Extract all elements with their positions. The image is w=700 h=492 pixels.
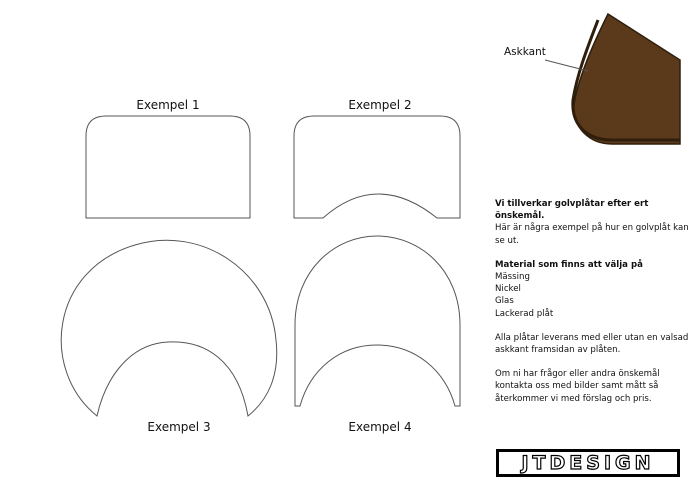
example-4-shape	[295, 236, 460, 406]
example-3-shape	[61, 240, 277, 416]
material-item: Nickel	[495, 284, 521, 295]
askkant-label: Askkant	[504, 46, 546, 58]
example-4-label: Exempel 4	[348, 420, 412, 434]
example-1-shape	[86, 116, 250, 218]
material-item: Lackerad plåt	[495, 308, 554, 319]
info-paragraph-contact: Om ni har frågor eller andra önskemål kontakta oss med bilder samt mått så återkommer vi med förslag och pris.	[495, 369, 660, 404]
jtdesign-logo	[496, 449, 680, 477]
material-item: Mässing	[495, 272, 530, 283]
example-3-label: Exempel 3	[147, 420, 211, 434]
logo-text: JTDESIGN	[521, 452, 655, 474]
info-text-block	[495, 198, 695, 405]
material-item: Glas	[495, 296, 514, 307]
info-intro: Här är några exempel på hur en golvplåt kan se ut.	[495, 223, 689, 246]
askkant-illustration	[574, 14, 680, 144]
example-2-shape	[294, 116, 460, 218]
example-1-label: Exempel 1	[136, 98, 200, 112]
materials-heading: Material som finns att välja på	[495, 259, 643, 270]
example-2-label: Exempel 2	[348, 98, 412, 112]
info-paragraph-delivery: Alla plåtar leverans med eller utan en valsad askkant framsidan av plåten.	[495, 332, 689, 356]
info-heading: Vi tillverkar golvplåtar efter ert önskemål.	[495, 199, 649, 222]
